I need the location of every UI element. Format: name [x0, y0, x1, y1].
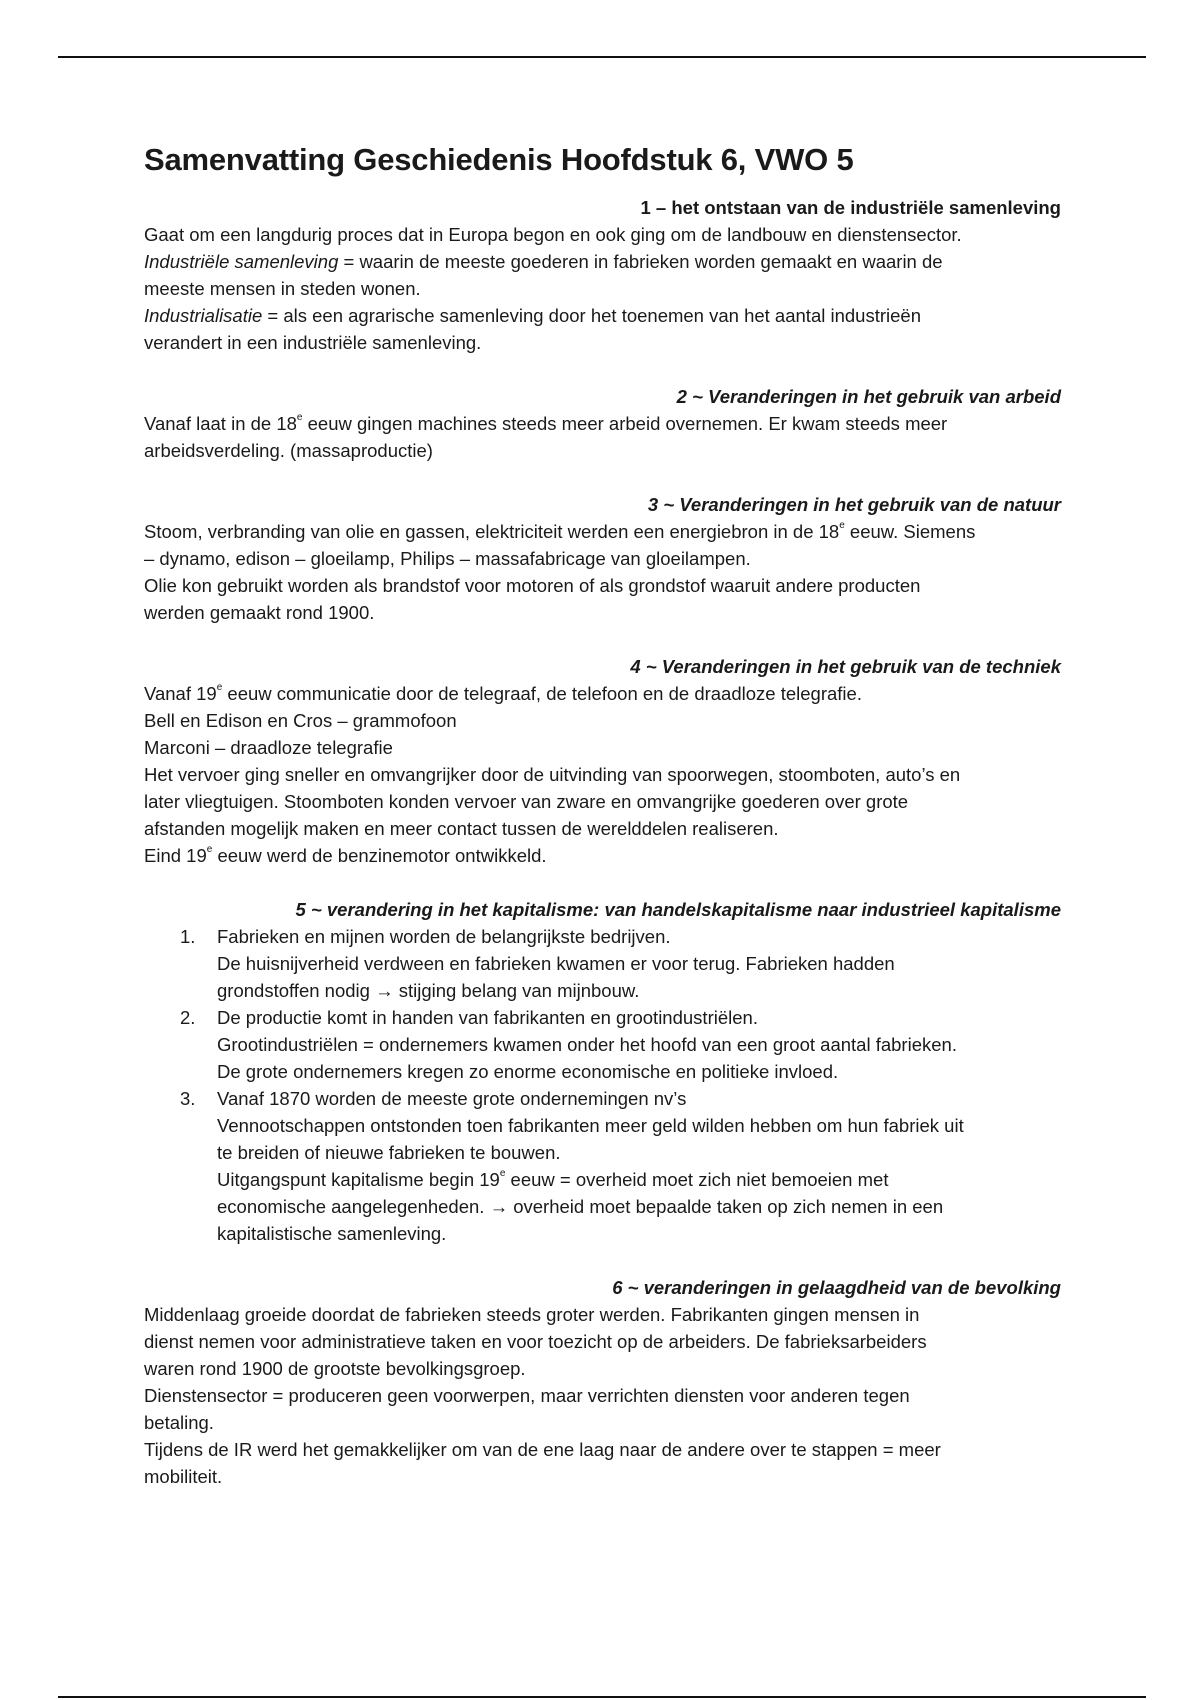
text-line: Industriële samenleving = waarin de meeste goederen in fabrieken worden gemaakt en waarin de	[144, 251, 943, 272]
section-3	[144, 491, 1061, 626]
list-item: 3. Vanaf 1870 worden de meeste grote ondernemingen nv’s Vennootschappen ontstonden toen fabrikanten meer geld wilden hebben om hun fabriek uit te breiden of nieuwe fabrieken te bouwen. Uitgangspunt kapitalisme begin 19e eeuw = overheid moet zich niet bemoeien met economische aangelegenheden. → overheid moet bepaalde taken op zich nemen in een kapitalistische samenleving.	[144, 1085, 1061, 1247]
text-line: dienst nemen voor administratieve taken en voor toezicht op de arbeiders. De fabrieksarbeiders	[144, 1331, 927, 1352]
text-line: werden gemaakt rond 1900.	[144, 602, 375, 623]
text-line: Middenlaag groeide doordat de fabrieken steeds groter werden. Fabrikanten gingen mensen in	[144, 1304, 920, 1325]
text-line: Eind 19e eeuw werd de benzinemotor ontwikkeld.	[144, 844, 547, 866]
text-line: afstanden mogelijk maken en meer contact tussen de werelddelen realiseren.	[144, 818, 779, 839]
text-line: Het vervoer ging sneller en omvangrijker door de uitvinding van spoorwegen, stoomboten, auto’s en	[144, 764, 961, 785]
section-2	[144, 383, 1061, 464]
numbered-list	[144, 923, 1061, 1247]
section-heading: 2 ~ Veranderingen in het gebruik van arbeid	[676, 386, 1061, 407]
document-title: Samenvatting Geschiedenis Hoofdstuk 6, VWO 5	[144, 142, 854, 177]
section-5	[144, 896, 1061, 1247]
text-line: Bell en Edison en Cros – grammofoon	[144, 710, 457, 731]
text-line: Olie kon gebruikt worden als brandstof voor motoren of als grondstof waaruit andere producten	[144, 575, 921, 596]
text-line: mobiliteit.	[144, 1466, 223, 1487]
list-item: 2. De productie komt in handen van fabrikanten en grootindustriëlen. Grootindustriëlen = ondernemers kwamen onder het hoofd van een groot aantal fabrieken. De grote ondernemers kregen zo enorme economische en politieke invloed.	[144, 1004, 1061, 1085]
text-line: Vanaf laat in de 18e eeuw gingen machines steeds meer arbeid overnemen. Er kwam steeds meer	[144, 412, 948, 434]
term: Industriële samenleving	[144, 251, 339, 272]
list-number: 3.	[180, 1088, 196, 1109]
text-line: Gaat om een langdurig proces dat in Europa begon en ook ging om de landbouw en dienstensector.	[144, 224, 962, 245]
text-line: Industrialisatie = als een agrarische samenleving door het toenemen van het aantal industrieën	[144, 305, 921, 326]
section-1	[144, 194, 1061, 356]
term: Industrialisatie	[144, 305, 263, 326]
section-heading: 3 ~ Veranderingen in het gebruik van de natuur	[647, 494, 1061, 515]
text-line: Tijdens de IR werd het gemakkelijker om van de ene laag naar de andere over te stappen = meer	[144, 1439, 941, 1460]
section-4	[144, 653, 1061, 869]
section-heading: 6 ~ veranderingen in gelaagdheid van de bevolking	[612, 1277, 1061, 1298]
text-line: arbeidsverdeling. (massaproductie)	[144, 440, 433, 461]
list-item: 1. Fabrieken en mijnen worden de belangrijkste bedrijven. De huisnijverheid verdween en fabrieken kwamen er voor terug. Fabrieken hadden grondstoffen nodig → stijging belang van mijnbouw.	[144, 923, 1061, 1004]
text-line: betaling.	[144, 1412, 214, 1433]
footer-rule	[58, 1696, 1146, 1698]
text-line: Marconi – draadloze telegrafie	[144, 737, 393, 758]
section-heading: 1 – het ontstaan van de industriële samenleving	[640, 197, 1061, 218]
section-heading: 4 ~ Veranderingen in het gebruik van de techniek	[630, 656, 1061, 677]
text-line: verandert in een industriële samenleving.	[144, 332, 482, 353]
text-line: meeste mensen in steden wonen.	[144, 278, 421, 299]
document-body	[144, 142, 1061, 1490]
text-line: Dienstensector = produceren geen voorwerpen, maar verrichten diensten voor anderen tegen	[144, 1385, 910, 1406]
text-line: Vanaf 19e eeuw communicatie door de telegraaf, de telefoon en de draadloze telegrafie.	[144, 682, 862, 704]
header-rule	[58, 56, 1146, 58]
text-line: later vliegtuigen. Stoomboten konden vervoer van zware en omvangrijke goederen over grote	[144, 791, 909, 812]
section-6	[144, 1274, 1061, 1490]
text-line: waren rond 1900 de grootste bevolkingsgroep.	[144, 1358, 526, 1379]
section-heading: 5 ~ verandering in het kapitalisme: van handelskapitalisme naar industrieel kapitalisme	[295, 899, 1061, 920]
text-line: – dynamo, edison – gloeilamp, Philips – massafabricage van gloeilampen.	[144, 548, 751, 569]
list-number: 2.	[180, 1007, 196, 1028]
list-number: 1.	[180, 926, 196, 947]
text-line: Stoom, verbranding van olie en gassen, elektriciteit werden een energiebron in de 18e eeuw. Siemens	[144, 520, 976, 542]
